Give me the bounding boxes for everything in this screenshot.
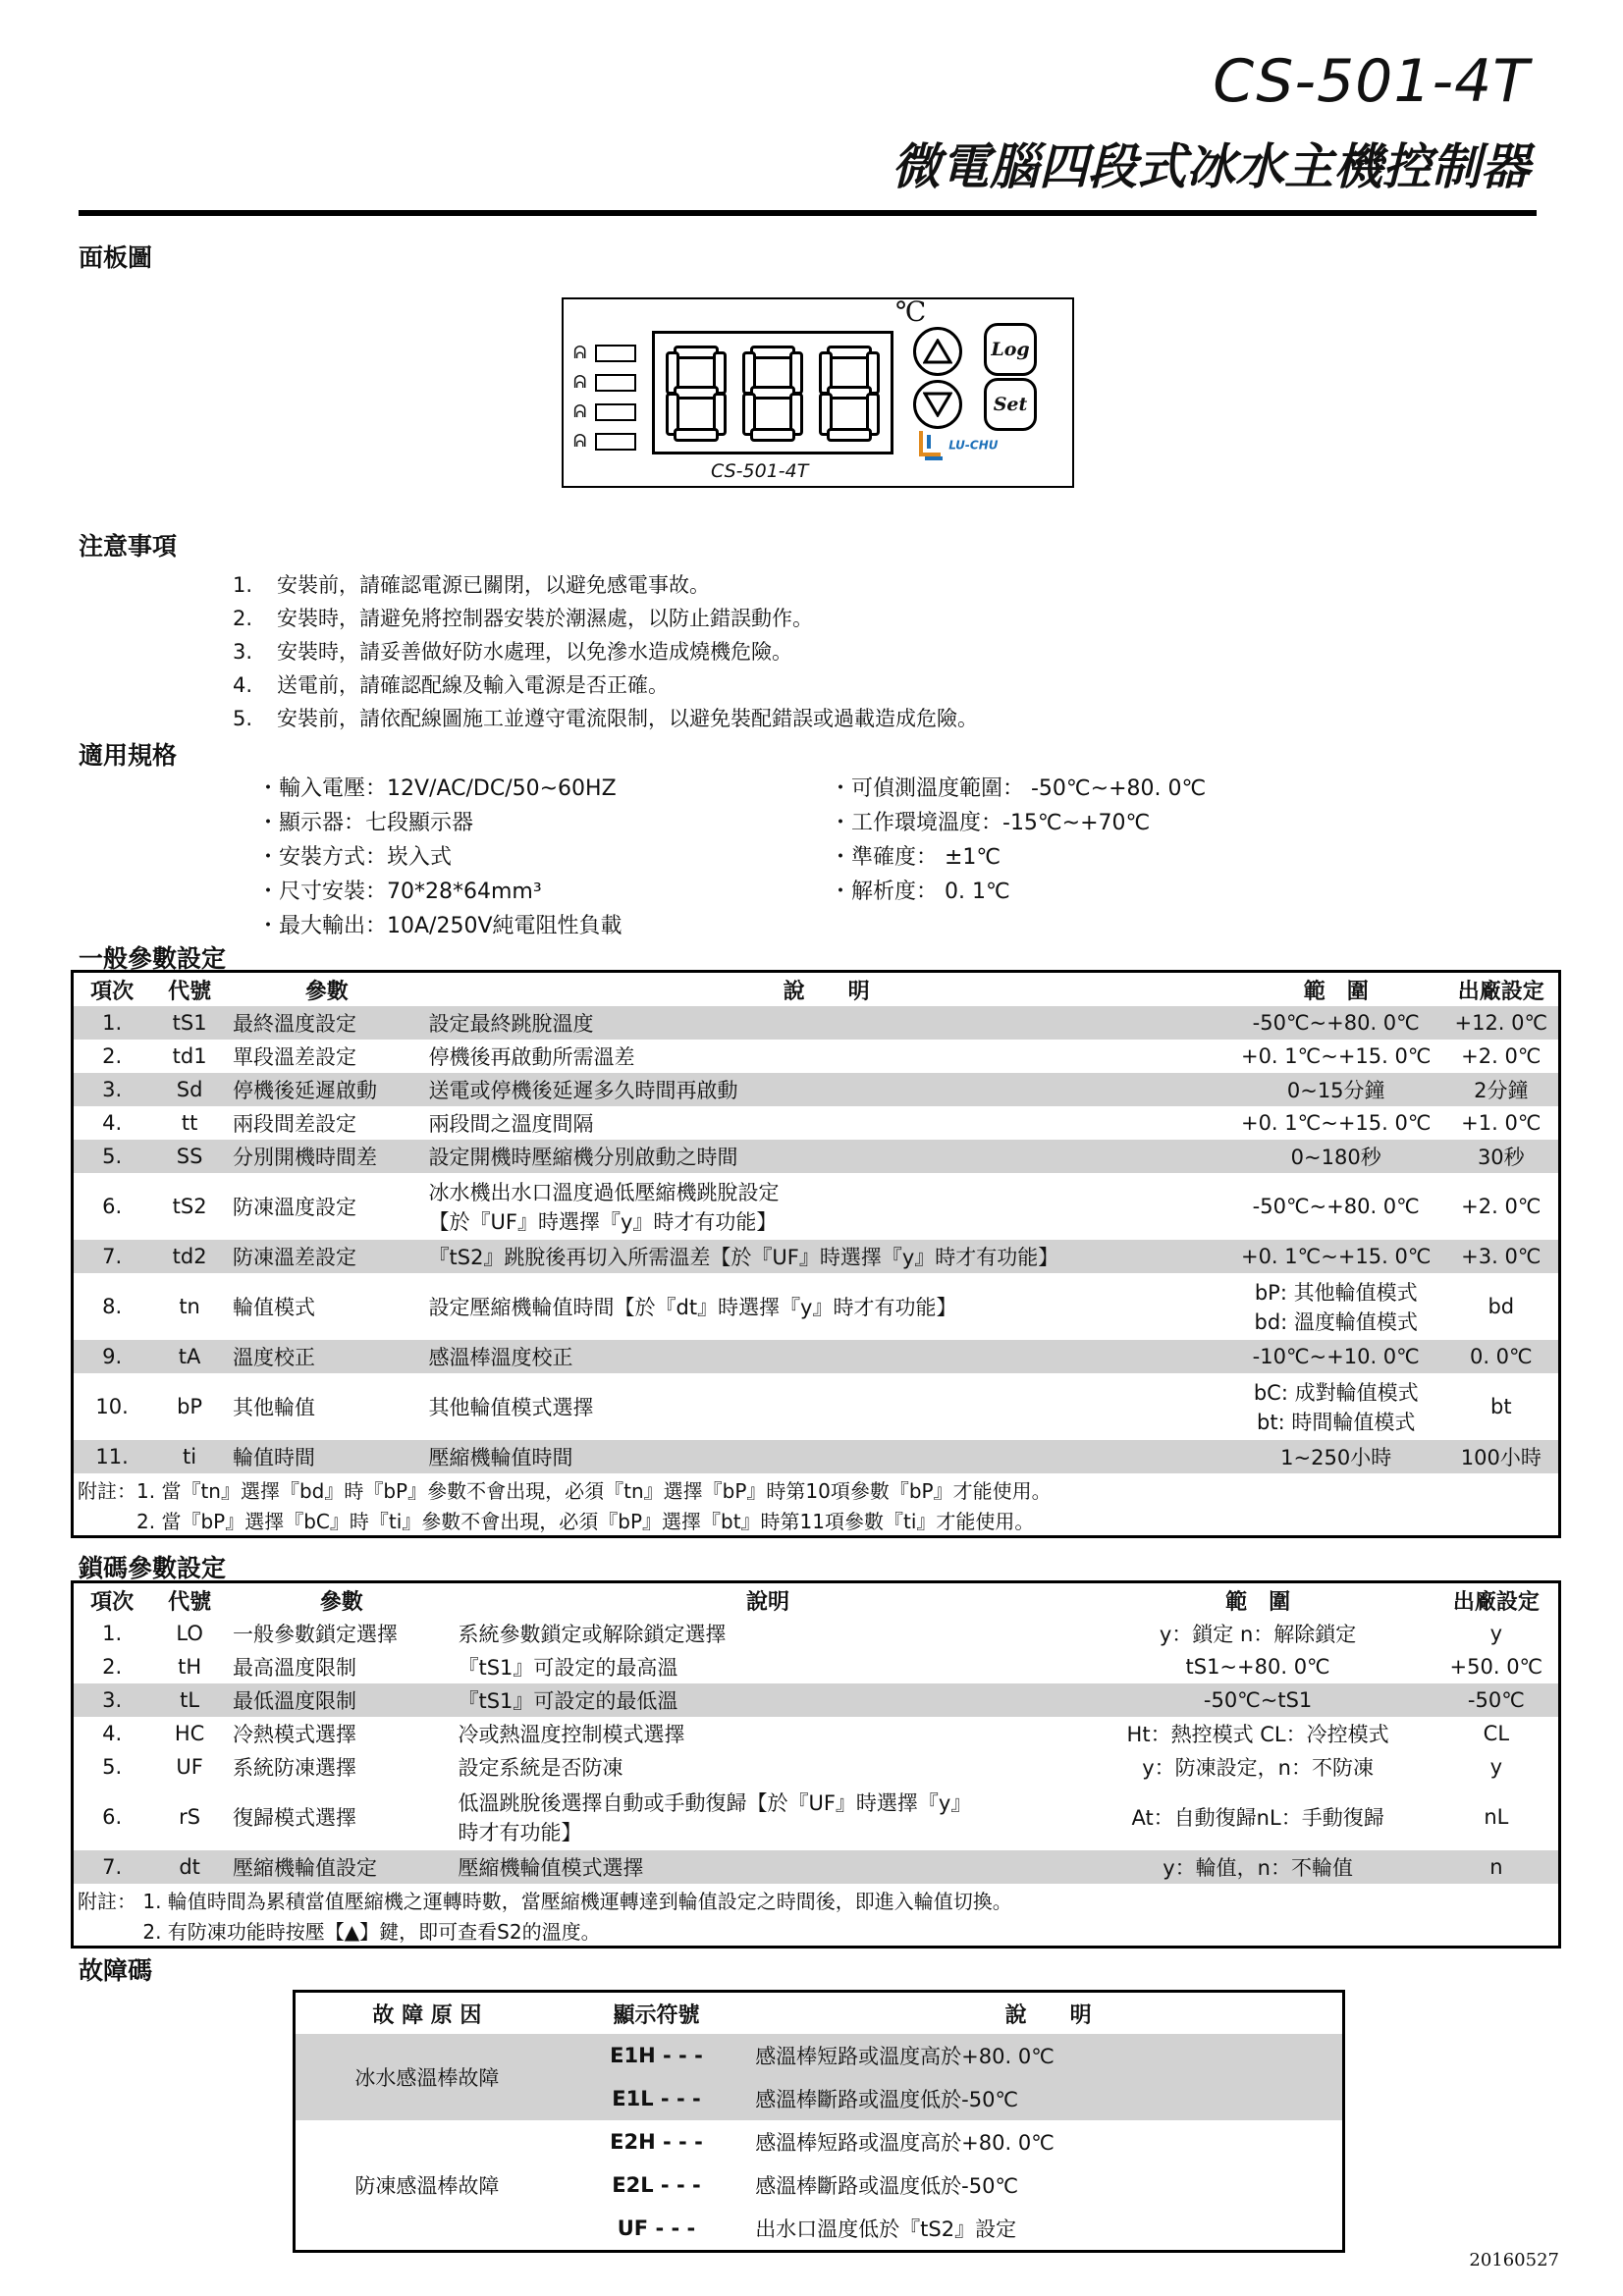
lock-params-table <box>71 1580 1561 1949</box>
cell-code: SS <box>150 1140 229 1173</box>
table-header-row <box>73 1582 1560 1618</box>
cell-param: 輪值時間 <box>229 1440 425 1473</box>
cell-no: 11. <box>73 1440 151 1473</box>
desc-line: 其他輪值模式選擇 <box>428 1396 594 1419</box>
desc-line: 時才有功能】 <box>458 1821 582 1844</box>
header-desc: 說明 <box>745 1589 789 1615</box>
cell-range <box>1228 1440 1444 1473</box>
cell-default: 0. 0℃ <box>1444 1340 1560 1373</box>
cell-param: 最低溫度限制 <box>229 1683 455 1717</box>
note-item <box>233 603 813 632</box>
cell-code: Sd <box>150 1073 229 1106</box>
cell-desc <box>454 1850 1081 1884</box>
range-line: 0~15分鐘 <box>1286 1079 1385 1102</box>
cell-desc <box>425 1040 1228 1073</box>
brand-logo-text: LU-CHU <box>948 438 999 453</box>
document-date: 20160527 <box>1469 2250 1559 2270</box>
cell-symbol: E2L - - - <box>612 2173 701 2197</box>
table-header-row <box>73 972 1560 1007</box>
cell-param: 停機後延遲啟動 <box>229 1073 425 1106</box>
cell-symbol: UF - - - <box>617 2216 696 2240</box>
cell-param: 防凍溫度設定 <box>232 1196 356 1219</box>
cell-range: tS1~+80. 0℃ <box>1185 1655 1330 1679</box>
cell-default: 2分鐘 <box>1444 1073 1560 1106</box>
spec-item: ・輸入電壓：12V/AC/DC/50~60HZ <box>257 776 617 801</box>
note-number: 4. <box>233 673 253 697</box>
cell-param: 冷熱模式選擇 <box>232 1723 356 1746</box>
title-divider <box>79 210 1537 216</box>
note-text: 安裝時，請妥善做好防水處理，以免滲水造成燒機危險。 <box>277 640 792 664</box>
header-range: 範 圍 <box>1225 1589 1291 1615</box>
note-text: 安裝前，請依配線圖施工並遵守電流限制，以避免裝配錯誤或過載造成危險。 <box>277 707 978 730</box>
display-digit <box>822 346 877 438</box>
header-code: 代號 <box>168 1589 212 1615</box>
footnote-row <box>73 1884 1560 1915</box>
table-row <box>73 1717 1560 1750</box>
cell-default: bd <box>1488 1295 1515 1318</box>
cell-range: Ht：熱控模式 CL：冷控模式 <box>1126 1723 1389 1746</box>
spec-item: ・準確度： ±1℃ <box>830 845 1001 870</box>
desc-line: 停機後再啟動所需溫差 <box>428 1045 635 1069</box>
desc-line: 設定壓縮機輪值時間【於『dt』時選擇『y』時才有功能】 <box>428 1296 957 1319</box>
footnote: 附註： 1. 輪值時間為累積當值壓縮機之運轉時數，當壓縮機運轉達到輪值設定之時間後，即進入輪值切換。 <box>78 1889 1012 1913</box>
cell-cause: 冰水感溫棒故障 <box>295 2034 559 2120</box>
cell-param: 最終溫度設定 <box>229 1006 425 1040</box>
table-row <box>295 2120 1344 2163</box>
cell-code: rS <box>179 1805 201 1829</box>
note-number: 1. <box>233 573 253 597</box>
cell-param: 分別開機時間差 <box>229 1140 425 1173</box>
cell-no: 1. <box>73 1006 151 1040</box>
cell-param: 其他輪值 <box>232 1396 315 1419</box>
cell-param: 系統防凍選擇 <box>232 1756 356 1780</box>
cell-default: +2. 0℃ <box>1461 1044 1542 1068</box>
cell-desc: 感溫棒斷路或溫度低於-50℃ <box>755 2174 1019 2198</box>
header-cause: 故 障 原 因 <box>372 2002 482 2028</box>
range-line: -50℃~+80. 0℃ <box>1252 1195 1420 1218</box>
cell-code: tS1 <box>150 1006 229 1040</box>
cell-code: tL <box>150 1683 229 1717</box>
header-code: 代號 <box>168 979 212 1004</box>
cell-cause: 防凍感溫棒故障 <box>354 2174 500 2198</box>
desc-line: 系統參數鎖定或解除鎖定選擇 <box>458 1623 727 1646</box>
cell-symbol: E1L - - - <box>559 2077 754 2120</box>
table-row <box>73 1140 1560 1173</box>
table-row <box>73 1040 1560 1073</box>
header-range: 範 圍 <box>1303 979 1369 1004</box>
note-text: 安裝時，請避免將控制器安裝於潮濕處，以防止錯誤動作。 <box>277 607 813 630</box>
cell-range <box>1228 1106 1444 1140</box>
note-number: 5. <box>233 707 253 730</box>
cell-no: 5. <box>73 1140 151 1173</box>
cell-default: +12. 0℃ <box>1444 1006 1560 1040</box>
desc-line: 送電或停機後延遲多久時間再啟動 <box>428 1079 738 1102</box>
cell-default: nL <box>1484 1805 1509 1829</box>
cell-range: y：鎖定 n：解除鎖定 <box>1159 1623 1357 1646</box>
cell-code: ti <box>150 1440 229 1473</box>
cell-no: 6. <box>102 1195 123 1218</box>
relay-indicator-3 <box>573 403 638 421</box>
cell-default: +1. 0℃ <box>1461 1111 1542 1135</box>
table-row <box>295 2034 1344 2077</box>
cell-code: tH <box>178 1655 202 1679</box>
fault-section-title: 故障碼 <box>79 1956 153 1985</box>
set-button[interactable]: Set <box>984 378 1037 431</box>
cell-param: 單段溫差設定 <box>232 1045 356 1069</box>
header-symbol: 顯示符號 <box>613 2002 700 2028</box>
cell-code: td2 <box>150 1240 229 1273</box>
cell-default: +50. 0℃ <box>1449 1655 1543 1679</box>
cell-code: HC <box>174 1722 205 1745</box>
cell-no: 7. <box>73 1850 151 1884</box>
header-default: 出廠設定 <box>1452 1589 1540 1615</box>
general-params-table <box>71 970 1561 1538</box>
cell-param: 一般參數鎖定選擇 <box>232 1623 398 1646</box>
range-line: 1~250小時 <box>1280 1446 1392 1469</box>
range-line: bd: 溫度輪值模式 <box>1254 1310 1418 1334</box>
cell-range <box>1228 1173 1444 1240</box>
note-number: 3. <box>233 640 253 664</box>
spec-item: ・安裝方式：崁入式 <box>257 845 453 870</box>
table-row <box>73 1617 1560 1650</box>
table-row <box>73 1683 1560 1717</box>
cell-range <box>1228 1006 1444 1040</box>
cell-no: 3. <box>73 1073 151 1106</box>
table-row <box>73 1373 1560 1440</box>
triangle-up-icon <box>923 339 952 364</box>
panel-diagram <box>562 297 1074 488</box>
spec-item: ・最大輸出：10A/250V純電阻性負載 <box>257 914 622 938</box>
relay-icon: ᕱ <box>573 401 587 422</box>
cell-no: 4. <box>102 1111 123 1135</box>
footnote: 2. 當『bP』選擇『bC』時『ti』參數不會出現，必須『bP』選擇『bt』時第11項參數『ti』才能使用。 <box>78 1509 1035 1533</box>
cell-code: dt <box>150 1850 229 1884</box>
cell-desc <box>425 1240 1228 1273</box>
celsius-unit: ℃ <box>895 295 927 328</box>
desc-line: 【於『UF』時選擇『y』時才有功能】 <box>428 1210 778 1234</box>
cell-range <box>1228 1073 1444 1106</box>
relay-indicator-1 <box>573 345 638 362</box>
desc-line: 壓縮機輪值時間 <box>428 1446 573 1469</box>
desc-line: 『tS2』跳脫後再切入所需溫差【於『UF』時選擇『y』時才有功能】 <box>428 1246 1059 1269</box>
cell-range: y：輪值，n：不輪值 <box>1081 1850 1434 1884</box>
note-item <box>233 703 978 732</box>
cell-desc <box>454 1784 1081 1850</box>
header-param: 參數 <box>304 979 349 1004</box>
desc-line: 冷或熱溫度控制模式選擇 <box>458 1723 685 1746</box>
cell-desc <box>425 1006 1228 1040</box>
cell-symbol: E2H - - - <box>610 2130 703 2154</box>
footnote: 附註：1. 當『tn』選擇『bd』時『bP』參數不會出現，必須『tn』選擇『bP』時第10項參數『bP』才能使用。 <box>78 1478 1052 1503</box>
table-header-row <box>295 1992 1344 2035</box>
cell-range <box>1228 1240 1444 1273</box>
header-desc: 說 明 <box>1004 2002 1092 2028</box>
table-row <box>73 1440 1560 1473</box>
note-text: 送電前，請確認配線及輸入電源是否正確。 <box>277 673 669 697</box>
display-digit <box>669 346 724 438</box>
up-button[interactable] <box>913 327 962 376</box>
note-number: 2. <box>233 607 253 630</box>
model-number: CS-501-4T <box>1213 47 1530 116</box>
cell-range: At：自動復歸nL：手動復歸 <box>1131 1806 1384 1830</box>
cell-desc <box>425 1340 1228 1373</box>
range-line: 0~180秒 <box>1290 1146 1381 1169</box>
cell-range: y：防凍設定，n：不防凍 <box>1142 1756 1374 1780</box>
cell-desc: 感溫棒斷路或溫度低於-50℃ <box>754 2077 1343 2120</box>
spec-item: ・解析度： 0. 1℃ <box>830 880 1010 904</box>
display-digit <box>745 346 800 438</box>
cell-default: +2. 0℃ <box>1461 1195 1542 1218</box>
cell-code: UF <box>176 1755 203 1779</box>
cell-desc <box>425 1440 1228 1473</box>
range-line: bP: 其他輪值模式 <box>1254 1281 1418 1305</box>
cell-code: tS2 <box>172 1195 207 1218</box>
cell-range <box>1228 1140 1444 1173</box>
note-item <box>233 636 792 666</box>
cell-param: 復歸模式選擇 <box>232 1806 356 1830</box>
header-param: 參數 <box>319 1589 363 1615</box>
cell-no: 1. <box>102 1622 123 1645</box>
spec-item: ・顯示器：七段顯示器 <box>257 811 474 835</box>
cell-no: 10. <box>95 1395 129 1418</box>
cell-default: 100小時 <box>1444 1440 1560 1473</box>
cell-param: 輪值模式 <box>232 1296 315 1319</box>
cell-default: n <box>1434 1850 1560 1884</box>
cell-no: 5. <box>102 1755 123 1779</box>
note-item <box>233 669 669 699</box>
cell-no: 8. <box>102 1295 123 1318</box>
cell-no: 2. <box>102 1044 123 1068</box>
cell-desc <box>425 1373 1228 1440</box>
cell-default: y <box>1489 1755 1503 1779</box>
cell-code: td1 <box>172 1044 207 1068</box>
cell-desc <box>454 1617 1081 1650</box>
panel-section-title: 面板圖 <box>79 243 153 272</box>
cell-code: bP <box>177 1395 203 1418</box>
cell-desc <box>454 1717 1081 1750</box>
lu-chu-logo-icon <box>915 429 945 462</box>
cell-symbol: E1H - - - <box>559 2034 754 2077</box>
header-desc: 說 明 <box>783 979 870 1004</box>
desc-line: 設定最終跳脫溫度 <box>428 1012 594 1036</box>
cell-default: +3. 0℃ <box>1444 1240 1560 1273</box>
general-params-section-title: 一般參數設定 <box>79 944 227 973</box>
desc-line: 冰水機出水口溫度過低壓縮機跳脫設定 <box>428 1181 780 1204</box>
cell-desc: 感溫棒短路或溫度高於+80. 0℃ <box>754 2034 1343 2077</box>
note-text: 安裝前，請確認電源已關閉，以避免感電事故。 <box>277 573 710 597</box>
range-line: -10℃~+10. 0℃ <box>1252 1345 1420 1368</box>
desc-line: 低溫跳脫後選擇自動或手動復歸【於『UF』時選擇『y』 <box>458 1791 972 1815</box>
document-title: 微電腦四段式冰水主機控制器 <box>892 138 1530 195</box>
cell-desc <box>425 1073 1228 1106</box>
footnote-row <box>73 1915 1560 1947</box>
triangle-down-icon <box>923 392 952 417</box>
range-line: bt: 時間輪值模式 <box>1257 1411 1416 1434</box>
spec-item: ・尺寸安裝：70*28*64mm³ <box>257 880 542 904</box>
desc-line: 壓縮機輪值模式選擇 <box>458 1856 644 1880</box>
table-row <box>73 1850 1560 1884</box>
cell-desc <box>425 1273 1228 1340</box>
lock-params-section-title: 鎖碼參數設定 <box>79 1554 227 1582</box>
table-row <box>73 1006 1560 1040</box>
relay-icon: ᕱ <box>573 372 587 393</box>
fault-code-table <box>293 1990 1345 2253</box>
seven-segment-display <box>652 331 893 454</box>
cell-desc <box>454 1683 1081 1717</box>
range-line: +0. 1℃~+15. 0℃ <box>1240 1044 1432 1068</box>
footnote-row <box>73 1473 1560 1505</box>
range-line: +0. 1℃~+15. 0℃ <box>1240 1245 1432 1268</box>
cell-no: 6. <box>102 1805 123 1829</box>
table-row <box>73 1106 1560 1140</box>
specs-section-title: 適用規格 <box>79 741 178 770</box>
header-default: 出廠設定 <box>1457 979 1544 1004</box>
header-no: 項次 <box>90 979 135 1004</box>
desc-line: 設定系統是否防凍 <box>458 1756 623 1780</box>
cell-no: 9. <box>73 1340 151 1373</box>
notes-section-title: 注意事項 <box>79 532 178 561</box>
cell-no: 3. <box>73 1683 151 1717</box>
cell-code: LO <box>176 1622 203 1645</box>
relay-icon: ᕱ <box>573 431 587 452</box>
down-button[interactable] <box>913 380 962 429</box>
header-no: 項次 <box>90 1589 135 1615</box>
cell-default: bt <box>1490 1395 1512 1418</box>
cell-range: -50℃~tS1 <box>1081 1683 1434 1717</box>
desc-line: 『tS1』可設定的最低溫 <box>458 1689 678 1713</box>
cell-param: 溫度校正 <box>229 1340 425 1373</box>
table-row <box>73 1750 1560 1784</box>
cell-desc: 感溫棒短路或溫度高於+80. 0℃ <box>755 2131 1055 2155</box>
cell-desc: 出水口溫度低於『tS2』設定 <box>755 2217 1017 2241</box>
desc-line: 感溫棒溫度校正 <box>428 1346 573 1369</box>
cell-range <box>1228 1040 1444 1073</box>
cell-desc <box>425 1140 1228 1173</box>
desc-line: 『tS1』可設定的最高溫 <box>458 1656 678 1680</box>
cell-default: CL <box>1483 1722 1510 1745</box>
cell-code: tt <box>181 1111 198 1135</box>
footnote: 2. 有防凍功能時按壓【▲】鍵，即可查看S2的溫度。 <box>78 1919 601 1944</box>
spec-item: ・可偵測溫度範圍： -50℃~+80. 0℃ <box>830 776 1207 801</box>
range-line: -50℃~+80. 0℃ <box>1252 1011 1420 1035</box>
cell-param: 最高溫度限制 <box>232 1656 356 1680</box>
cell-range <box>1228 1340 1444 1373</box>
relay-indicator-2 <box>573 374 638 392</box>
cell-desc <box>454 1750 1081 1784</box>
note-item <box>233 569 710 599</box>
range-line: +0. 1℃~+15. 0℃ <box>1240 1111 1432 1135</box>
log-button[interactable]: Log <box>984 323 1037 376</box>
table-row <box>73 1784 1560 1850</box>
table-row <box>73 1240 1560 1273</box>
spec-item: ・工作環境溫度：-15℃~+70℃ <box>830 811 1151 835</box>
cell-default: -50℃ <box>1434 1683 1560 1717</box>
cell-range <box>1228 1373 1444 1440</box>
cell-desc <box>425 1106 1228 1140</box>
desc-line: 設定開機時壓縮機分別啟動之時間 <box>428 1146 738 1169</box>
desc-line: 兩段間之溫度間隔 <box>428 1112 594 1136</box>
cell-param: 壓縮機輪值設定 <box>229 1850 455 1884</box>
table-row <box>73 1273 1560 1340</box>
footnote-row <box>73 1505 1560 1536</box>
cell-default: y <box>1489 1622 1503 1645</box>
range-line: bC: 成對輪值模式 <box>1253 1381 1419 1405</box>
cell-desc <box>425 1173 1228 1240</box>
cell-range <box>1228 1273 1444 1340</box>
cell-no: 2. <box>102 1655 123 1679</box>
relay-indicator-4 <box>573 433 638 451</box>
cell-desc <box>454 1650 1081 1683</box>
brand-logo <box>915 429 999 462</box>
panel-model-label: CS-501-4T <box>711 460 809 482</box>
table-row <box>73 1650 1560 1683</box>
cell-code: tn <box>179 1295 200 1318</box>
table-row <box>73 1340 1560 1373</box>
cell-default: 30秒 <box>1444 1140 1560 1173</box>
cell-no: 4. <box>102 1722 123 1745</box>
cell-no: 7. <box>73 1240 151 1273</box>
relay-icon: ᕱ <box>573 343 587 363</box>
table-row <box>73 1173 1560 1240</box>
cell-param: 防凍溫差設定 <box>229 1240 425 1273</box>
table-row <box>73 1073 1560 1106</box>
cell-code: tA <box>150 1340 229 1373</box>
cell-param: 兩段間差設定 <box>232 1112 356 1136</box>
